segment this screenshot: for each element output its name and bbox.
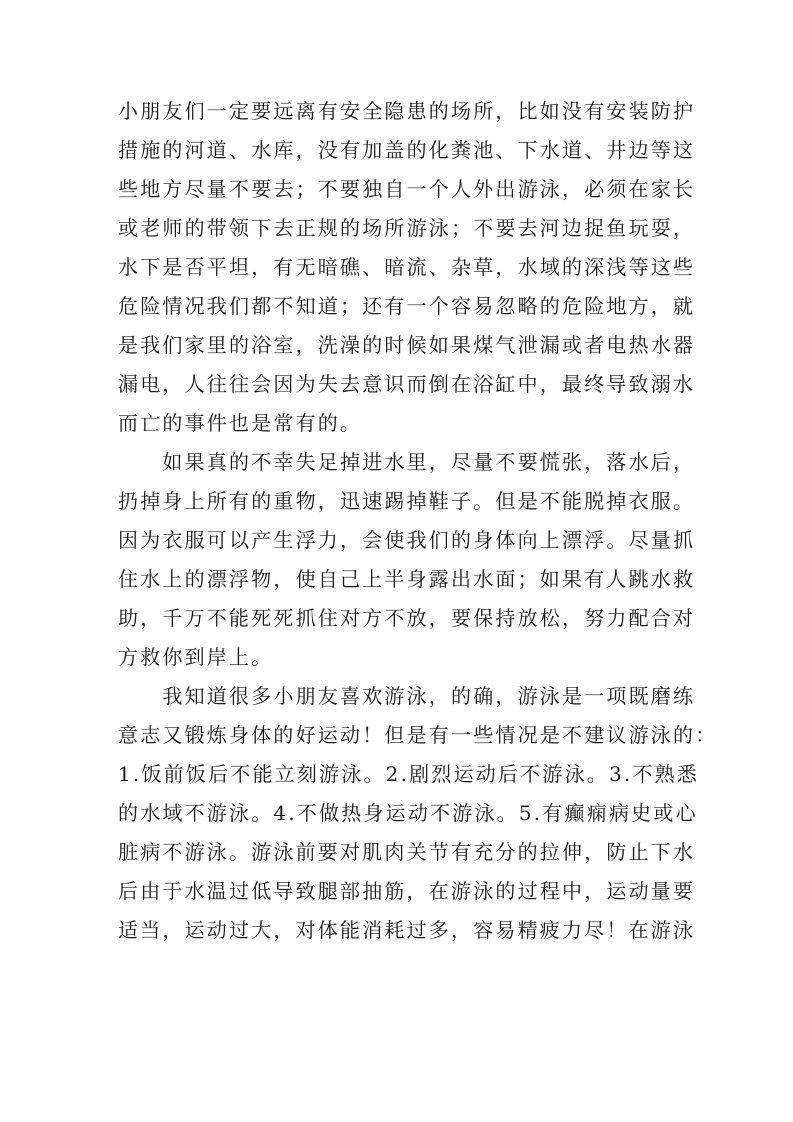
- text-line: 或老师的带领下去正规的场所游泳；不要去河边捉鱼玩耍，: [118, 216, 696, 240]
- text-line: 些地方尽量不要去；不要独自一个人外出游泳，必须在家长: [118, 177, 696, 201]
- text-line: 方救你到岸上。: [118, 645, 274, 669]
- text-line: 措施的河道、水库，没有加盖的化粪池、下水道、井边等这: [118, 138, 696, 162]
- body-text: [118, 92, 718, 950]
- text-line: 助，千万不能死死抓住对方不放，要保持放松，努力配合对: [118, 606, 696, 630]
- text-line: 而亡的事件也是常有的。: [118, 411, 363, 435]
- text-line: 因为衣服可以产生浮力，会使我们的身体向上漂浮。尽量抓: [118, 528, 696, 552]
- text-line: 意志又锻炼身体的好运动！但是有一些情况是不建议游泳的：: [118, 723, 718, 747]
- text-line: 我知道很多小朋友喜欢游泳，的确，游泳是一项既磨练: [118, 684, 696, 708]
- text-line: 水下是否平坦，有无暗礁、暗流、杂草，水域的深浅等这些: [118, 255, 696, 279]
- text-line: 住水上的漂浮物，使自己上半身露出水面；如果有人跳水救: [118, 567, 696, 591]
- text-line: 危险情况我们都不知道；还有一个容易忽略的危险地方，就: [118, 294, 696, 318]
- text-line: 小朋友们一定要远离有安全隐患的场所，比如没有安装防护: [118, 99, 696, 123]
- text-line: 1.饭前饭后不能立刻游泳。2.剧烈运动后不游泳。3.不熟悉: [118, 762, 700, 786]
- text-line: 是我们家里的浴室，洗澡的时候如果煤气泄漏或者电热水器: [118, 333, 696, 357]
- text-line: 如果真的不幸失足掉进水里，尽量不要慌张，落水后，: [118, 450, 696, 474]
- text-line: 适当，运动过大，对体能消耗过多，容易精疲力尽！在游泳: [118, 918, 696, 942]
- text-line: 扔掉身上所有的重物，迅速踢掉鞋子。但是不能脱掉衣服。: [118, 489, 696, 513]
- text-line: 后由于水温过低导致腿部抽筋，在游泳的过程中，运动量要: [118, 879, 696, 903]
- text-line: 脏病不游泳。游泳前要对肌肉关节有充分的拉伸，防止下水: [118, 840, 696, 864]
- text-line: 漏电，人往往会因为失去意识而倒在浴缸中，最终导致溺水: [118, 372, 696, 396]
- text-line: 的水域不游泳。4.不做热身运动不游泳。5.有癫痫病史或心: [118, 801, 698, 825]
